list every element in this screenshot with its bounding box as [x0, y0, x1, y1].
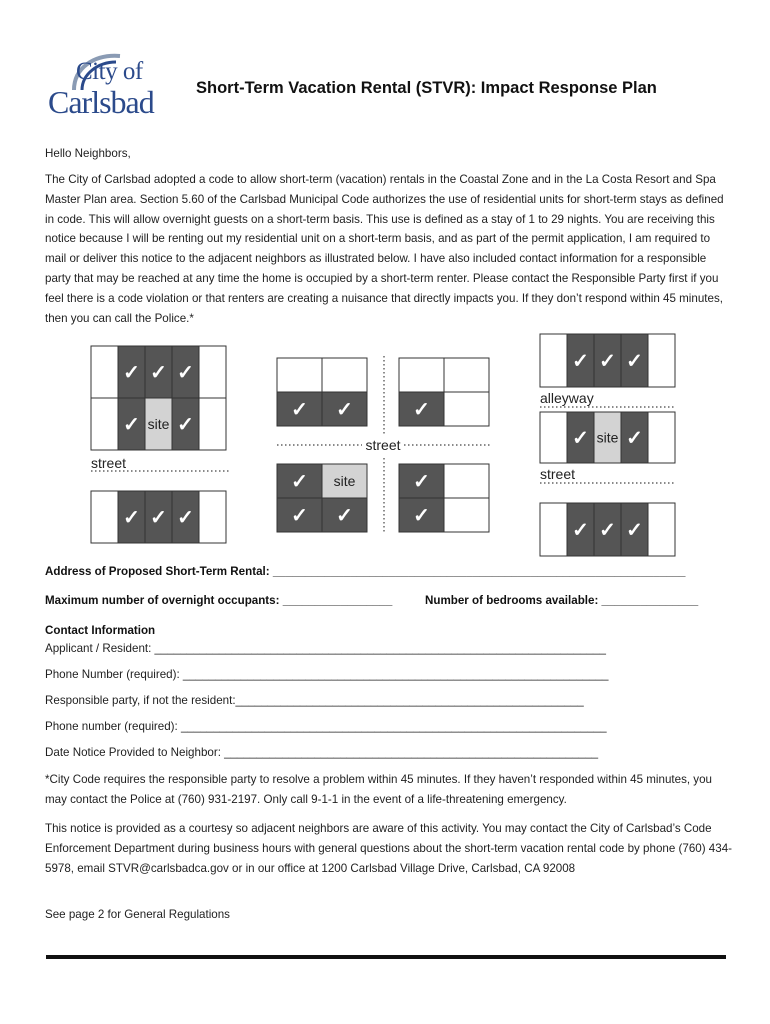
address-field[interactable]: Address of Proposed Short-Term Rental: ________________________________________________________________: [45, 565, 686, 578]
lot: [277, 358, 322, 392]
check-icon: ✓: [413, 471, 430, 493]
check-icon: ✓: [336, 505, 353, 527]
lot: [444, 392, 489, 426]
check-icon: ✓: [336, 399, 353, 421]
check-icon: ✓: [123, 414, 140, 436]
street-label-right: street: [540, 466, 576, 482]
bedrooms-field[interactable]: Number of bedrooms available: _______________: [425, 594, 699, 607]
page-title: Short-Term Vacation Rental (STVR): Impact Response Plan: [196, 79, 657, 97]
greeting: Hello Neighbors,: [45, 147, 131, 160]
lot: [91, 398, 118, 450]
lot: [444, 358, 489, 392]
check-icon: ✓: [177, 507, 194, 529]
lot: [399, 358, 444, 392]
lot: [199, 346, 226, 398]
neighbor-notification-diagram: [0, 330, 770, 565]
check-icon: ✓: [291, 471, 308, 493]
phone-required-field[interactable]: Phone Number (required): __________________________________________________________________: [45, 668, 609, 681]
alleyway-label: alleyway: [540, 390, 594, 406]
check-icon: ✓: [413, 505, 430, 527]
check-icon: ✓: [572, 427, 589, 450]
see-page-2: See page 2 for General Regulations: [45, 908, 230, 921]
lot: [91, 491, 118, 543]
street-label-left: street: [91, 455, 127, 471]
lot: [648, 503, 675, 556]
occupants-field[interactable]: Maximum number of overnight occupants: _________________: [45, 594, 393, 607]
check-icon: ✓: [123, 362, 140, 384]
check-icon: ✓: [572, 519, 589, 542]
logo-city-of: City of: [76, 58, 143, 85]
site-label: site: [333, 473, 356, 489]
lot: [540, 503, 567, 556]
logo-carlsbad: Carlsbad: [48, 84, 154, 120]
contact-info-heading: Contact Information: [45, 624, 156, 637]
check-icon: ✓: [291, 399, 308, 421]
check-icon: ✓: [626, 519, 643, 542]
check-icon: ✓: [123, 507, 140, 529]
bottom-rule: [46, 955, 726, 959]
courtesy-note: This notice is provided as a courtesy so adjacent neighbors are aware of this activity. You may contact the City of Carlsbad’s Code Enforcement Department during business hours with general questions about the short-term vacation rental code by phone (760) 434-5978, email STVR@carlsbadca.gov or in our office at 1200 Carlsbad Village Drive, Carlsbad, CA 92008: [45, 822, 733, 875]
check-icon: ✓: [177, 414, 194, 436]
lot: [91, 346, 118, 398]
responsible-party-field[interactable]: Responsible party, if not the resident:______________________________________________________: [45, 694, 584, 707]
check-icon: ✓: [572, 350, 589, 373]
applicant-field[interactable]: Applicant / Resident: ______________________________________________________________________: [45, 642, 606, 655]
lot: [540, 412, 567, 463]
check-icon: ✓: [150, 507, 167, 529]
check-icon: ✓: [291, 505, 308, 527]
check-icon: ✓: [599, 519, 616, 542]
lot: [648, 334, 675, 387]
site-label: site: [147, 416, 170, 432]
phone-number-field[interactable]: Phone number (required): __________________________________________________________________: [45, 720, 607, 733]
lot: [322, 358, 367, 392]
intro-paragraph: The City of Carlsbad adopted a code to allow short-term (vacation) rentals in the Coastal Zone and in the La Costa Resort and Spa Master Plan area. Section 5.60 of the Carlsbad Municipal Code authorizes the use of residential units for short-term stays as defined in code. This will allow overnight guests on a short-term basis. This use is defined as a stay of 1 to 29 nights. You are receiving this notice because I will be renting out my residential unit on a short-term basis, and as part of the permit application, I am required to mail or deliver this notice to the adjacent neighbors as illustrated below. I have also included contact information for a responsible party that may be reached at any time the home is occupied by a short-term renter. Please contact the Responsible Party first if you feel there is a code violation or that renters are creating a nuisance that directly impacts you. If they don’t respond within 45 minutes, then you can call the Police.*: [45, 173, 724, 325]
lot: [199, 398, 226, 450]
lot: [540, 334, 567, 387]
lot: [444, 464, 489, 498]
site-label: site: [596, 429, 619, 446]
city-code-note: *City Code requires the responsible party to resolve a problem within 45 minutes. If they haven’t responded within 45 minutes, you may contact the Police at (760) 931-2197. Only call 9-1-1 in the event of a life-threatening emergency.: [45, 773, 712, 806]
lot: [444, 498, 489, 532]
city-logo: [48, 50, 180, 122]
check-icon: ✓: [626, 350, 643, 373]
check-icon: ✓: [599, 350, 616, 373]
check-icon: ✓: [413, 399, 430, 421]
check-icon: ✓: [177, 362, 194, 384]
lot: [648, 412, 675, 463]
check-icon: ✓: [626, 427, 643, 450]
lot: [199, 491, 226, 543]
date-notice-field[interactable]: Date Notice Provided to Neighbor: __________________________________________________________: [45, 746, 599, 759]
check-icon: ✓: [150, 362, 167, 384]
street-label-middle: street: [365, 437, 401, 453]
